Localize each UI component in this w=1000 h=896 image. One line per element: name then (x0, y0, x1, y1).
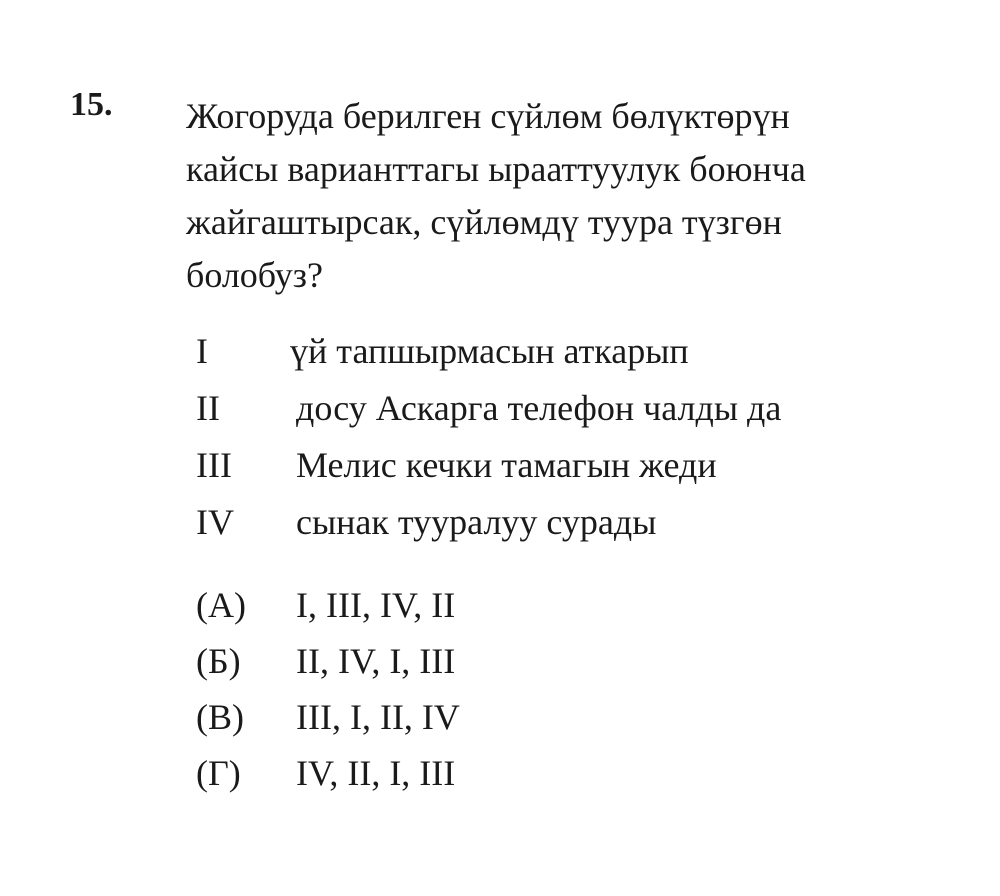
option-text: II, IV, I, III (296, 641, 456, 681)
question-line: жайгаштырсак, сүйлөмдү туура түзгөн (186, 202, 782, 242)
question-line: болобуз? (186, 255, 323, 295)
option-text: IV, II, I, III (296, 753, 456, 793)
option-text: III, I, II, IV (296, 697, 460, 737)
option-label: (А) (196, 585, 246, 625)
question-line: Жогоруда берилген сүйлөм бөлүктөрүн (186, 96, 790, 136)
question-text (186, 90, 966, 302)
option-text: I, III, IV, II (296, 585, 456, 625)
part-numeral: I (196, 331, 208, 371)
part-numeral: II (196, 388, 220, 428)
part-numeral: III (196, 445, 232, 485)
option-label: (Г) (196, 753, 241, 793)
part-text: сынак тууралуу сурады (296, 502, 657, 542)
option-label: (Б) (196, 641, 241, 681)
part-text: Мелис кечки тамагын жеди (296, 445, 717, 485)
option-label: (В) (196, 697, 244, 737)
question-number: 15. (70, 86, 113, 123)
question-line: кайсы варианттагы ырааттуулук боюнча (186, 149, 806, 189)
part-numeral: IV (196, 502, 234, 542)
part-text: үй тапшырмасын аткарып (290, 331, 689, 371)
part-text: досу Аскарга телефон чалды да (296, 388, 782, 428)
